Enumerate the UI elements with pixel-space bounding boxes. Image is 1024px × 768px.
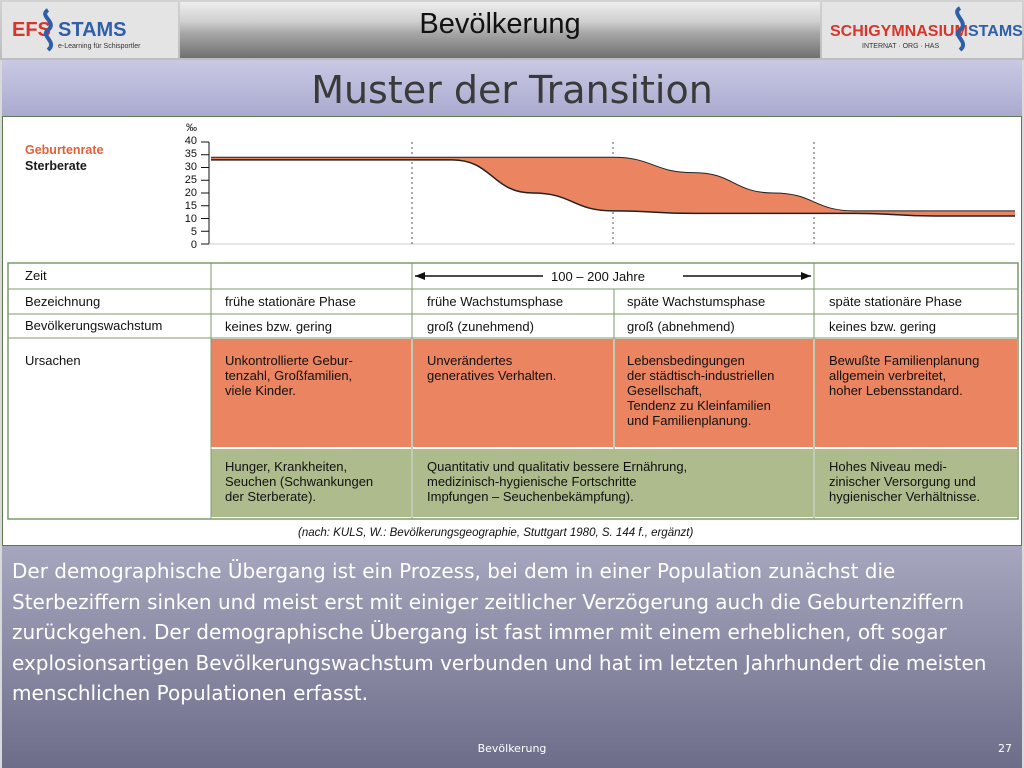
y-tick: 30 — [184, 161, 197, 173]
legend-birth-rate: Geburtenrate — [25, 143, 104, 157]
cause-line: generatives Verhalten. — [427, 368, 557, 383]
phase-growth: keines bzw. gering — [829, 319, 936, 334]
y-tick: 25 — [184, 174, 197, 186]
phase-growth: keines bzw. gering — [225, 319, 332, 334]
schigymnasium-logo-graphic — [822, 2, 1022, 58]
cause-line: zinischer Versorgung und — [829, 474, 976, 489]
row-label-ursachen: Ursachen — [25, 353, 81, 368]
cause-line: viele Kinder. — [225, 383, 296, 398]
phase-name: späte stationäre Phase — [829, 294, 962, 309]
logo-right-word: STAMS — [968, 23, 1022, 40]
zeit-span: 100 – 200 Jahre — [551, 269, 645, 284]
cause-line: Bewußte Familienplanung — [829, 353, 980, 368]
explanation-paragraph: Der demographische Übergang ist ein Prozess, bei dem in einer Population zunächst die Sterbeziffern sinken und meist erst mit einiger zeitlicher Verzögerung auch die Geburtenziffern zurückgehen. Der demographische Übergang ist fast immer mit einem erheblichen, oft sogar explosionsartigen Bevölkerungswachstum verbunden und hat im letzten Jahrhundert die meisten menschlichen Populationen erfasst. — [12, 559, 987, 705]
cause-line: Quantitativ und qualitativ bessere Ernährung, — [427, 459, 688, 474]
slide-title: Muster der Transition — [311, 68, 713, 112]
cause-line: Lebensbedingungen — [627, 353, 745, 368]
cause-line: Gesellschaft, — [627, 383, 703, 398]
y-axis-unit: ‰ — [186, 122, 197, 134]
cause-line: der städtisch-industriellen — [627, 368, 775, 383]
cause-line: Unverändertes — [427, 353, 513, 368]
logo-left-main: EFS — [12, 19, 51, 41]
footer-label: Bevölkerung — [477, 742, 547, 755]
cause-line: medizinisch-hygienische Fortschritte — [427, 474, 637, 489]
y-tick: 35 — [184, 148, 197, 160]
cause-line: hygienischer Verhältnisse. — [829, 489, 981, 504]
y-tick: 10 — [184, 213, 197, 225]
efs-stams-logo-graphic — [2, 2, 178, 58]
cause-line: allgemein verbreitet, — [829, 368, 947, 383]
birth-surplus-area — [211, 157, 1015, 216]
cause-line: der Sterberate). — [225, 489, 317, 504]
logo-left-swoosh-icon — [45, 10, 51, 50]
explanation-panel — [2, 546, 1022, 768]
cause-birth-text — [427, 353, 556, 383]
logo-left-sub: e-Learning für Schisportler — [58, 43, 141, 50]
transition-chart — [3, 117, 1021, 257]
banner-title: Bevölkerung — [419, 8, 581, 40]
arrow-right-icon — [801, 272, 811, 280]
logo-right-sub: INTERNAT · ORG · HAS — [862, 43, 940, 50]
phase-growth: groß (abnehmend) — [627, 319, 735, 334]
phase-name: späte Wachstumsphase — [627, 294, 766, 309]
schigymnasium-stams-logo — [822, 2, 1022, 58]
header-banner — [180, 2, 820, 58]
efs-stams-logo — [2, 2, 178, 58]
cause-birth-text — [627, 353, 774, 428]
source-citation: (nach: KULS, W.: Bevölkerungsgeographie, Stuttgart 1980, S. 144 f., ergänzt) — [298, 527, 694, 539]
phase-name: frühe stationäre Phase — [225, 294, 356, 309]
row-label-zeit: Zeit — [25, 268, 47, 283]
page-number: 27 — [998, 742, 1012, 755]
cause-death-text — [829, 459, 980, 504]
cause-death-text — [225, 459, 373, 504]
row-label-wachstum: Bevölkerungswachstum — [25, 318, 163, 333]
cause-line: Unkontrollierte Gebur- — [225, 353, 353, 368]
logo-right-main: SCHIGYMNASIUM — [830, 23, 968, 40]
y-tick: 5 — [190, 226, 197, 238]
cause-line: und Familienplanung. — [627, 413, 752, 428]
title-bar — [2, 60, 1022, 116]
y-tick: 0 — [190, 239, 197, 251]
top-bar — [0, 0, 1024, 60]
cause-death-text — [427, 459, 687, 504]
transition-figure — [2, 116, 1022, 546]
cause-line: Tendenz zu Kleinfamilien — [627, 398, 771, 413]
cause-line: Impfungen – Seuchenbekämpfung). — [427, 489, 634, 504]
y-tick: 15 — [184, 200, 197, 212]
phase-growth: groß (zunehmend) — [427, 319, 534, 334]
cause-birth-text — [225, 353, 353, 398]
legend-death-rate: Sterberate — [25, 159, 87, 173]
arrow-left-icon — [415, 272, 425, 280]
cause-birth-text — [829, 353, 979, 398]
cause-line: hoher Lebensstandard. — [829, 383, 963, 398]
phase-name: frühe Wachstumsphase — [427, 294, 564, 309]
cause-line: Hohes Niveau medi- — [829, 459, 947, 474]
logo-left-word: STAMS — [58, 19, 127, 41]
cause-line: Seuchen (Schwankungen — [225, 474, 374, 489]
y-tick: 40 — [184, 135, 197, 147]
row-label-bezeichnung: Bezeichnung — [25, 294, 101, 309]
cause-line: Hunger, Krankheiten, — [225, 459, 348, 474]
cause-line: tenzahl, Großfamilien, — [225, 368, 353, 383]
y-tick: 20 — [184, 187, 197, 199]
